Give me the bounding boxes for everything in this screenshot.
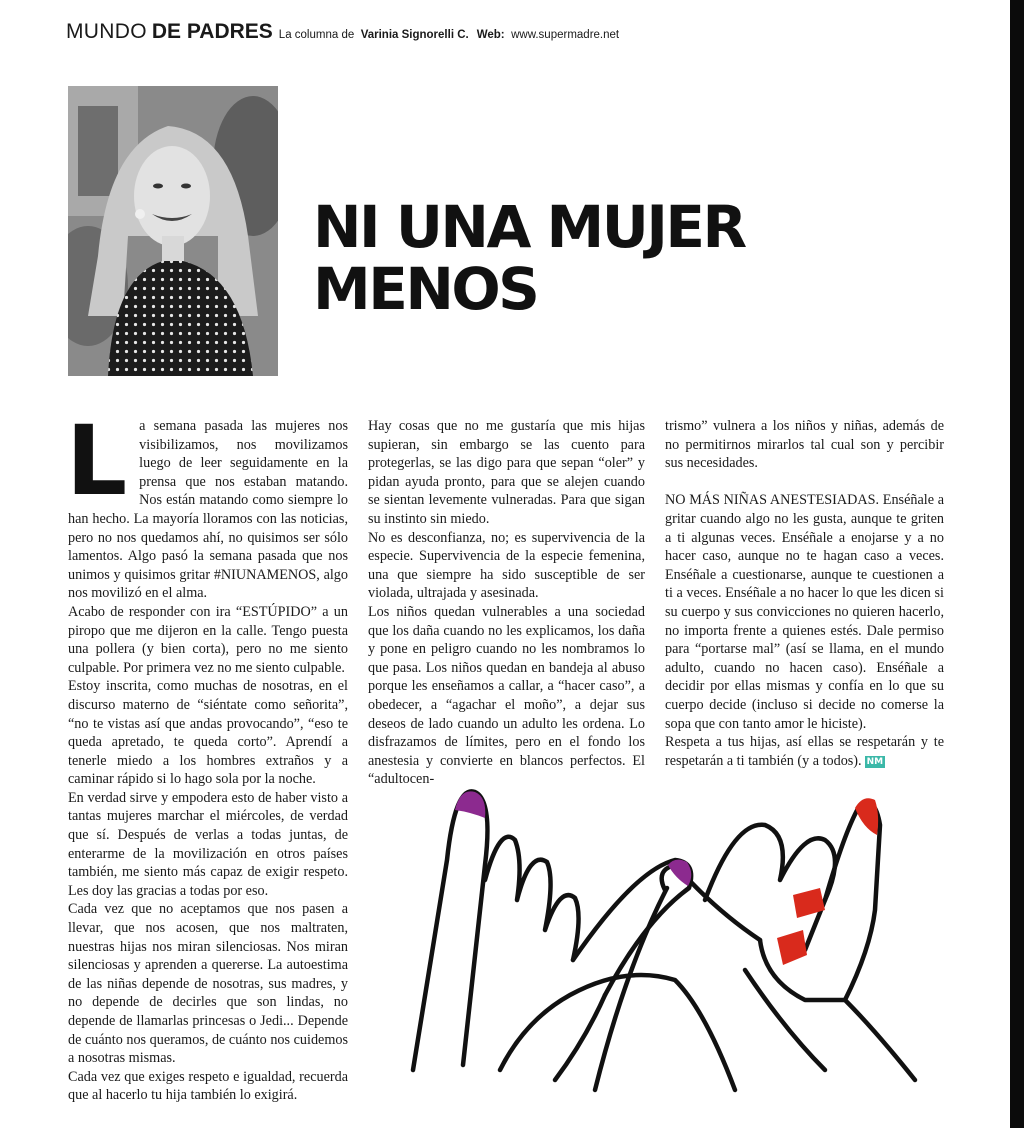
- paragraph: trismo” vulnera a los niños y niñas, además de no permitirnos mirarlos tal cual son y percibir sus necesidades.: [665, 418, 944, 472]
- web-url: www.supermadre.net: [511, 29, 620, 41]
- paragraph: Cada vez que exiges respeto e igualdad, recuerda que al hacerlo tu hija también lo exigirá.: [68, 1068, 348, 1104]
- paragraph: a semana pasada las mujeres nos visibilizamos, nos movilizamos luego de leer seguidamente en la prensa que nos estaban matando. Nos están matando como siempre lo han hecho. La mayoría lloramos con las noticias, pero no nos quedamos ahí, no quisimos ser sólo lamentos. Algo pasó la semana pasada que nos unimos y quisimos gritar #NIUNAMENOS, algo nos movilizó en el alma.: [68, 418, 348, 602]
- section-title-part1: MUNDO: [66, 20, 147, 43]
- paragraph: Estoy inscrita, como muchas de nosotras, en el discurso materno de “siéntate como señorita”, “no te vistas así que andas provocando”, “eso te queda apretado, te queda corto”. Aprendí a tenerle miedo a los hombres extraños y a caminar rápido si lo hago sola por la noche.: [68, 678, 348, 788]
- hand-contour: [500, 975, 735, 1090]
- article-column-2: [368, 417, 645, 789]
- paragraph: En verdad sirve y empodera esto de haber visto a tantas mujeres marchar el miércoles, de verdad que sí. Después de verlas a todas juntas, de enterarme de la movilización en otros países también, me siento más capaz de exigir respeto. Les doy las gracias a todas por eso.: [68, 789, 348, 899]
- purple-nail-icon: [668, 860, 691, 886]
- web-label: Web:: [476, 29, 505, 41]
- left-wrist: [555, 995, 605, 1080]
- section-title-part2: DE PADRES: [151, 20, 273, 43]
- author-name: Varinia Signorelli C.: [360, 29, 469, 41]
- red-nail-icon: [855, 798, 878, 835]
- page-edge-strip: [1010, 0, 1024, 1128]
- paragraph: NO MÁS NIÑAS ANESTESIADAS. Enséñale a gritar cuando algo no les gusta, aunque te griten a ti algunas veces. Enséñale a enojarse y a no hacer caso, aunque no te hagan caso a veces. Enséñale a cuestionarse, aunque te cuestionen a ti a veces. Enséñale a no hacer lo que les dicen si su cuerpo y sus convicciones no quieren hacerlo, no importa frente a quienes estés. Dale permiso para “portarse mal” (así se llama, en el mundo adulto, cuando no hacen caso). Enséñale a decidir por ellas mismas y confía en lo que su cuerpo decide (incluso si decide no comerse la sopa que con tanto amor le hiciste).: [665, 492, 944, 732]
- right-thumb: [825, 803, 880, 1001]
- column-label: La columna de: [278, 29, 355, 41]
- headline-line-2: MENOS: [313, 255, 538, 323]
- author-photo: [68, 86, 278, 376]
- paragraph: Cada vez que no aceptamos que nos pasen a llevar, que nos acosen, que nos maltraten, nuestras hijas nos miran silenciosas. Nos miran silenciosas y aprenden a quererse. La autoestima de las niñas depende de nosotras, sus madres, y no depende de decirles que son lindas, no depende de llamarlas princesas o Jedi... Depende de cuánto nos queramos, de cuánto nos cuidemos a nosotras mismas.: [68, 901, 348, 1067]
- left-knuckles: [485, 837, 579, 960]
- page-header: [66, 20, 619, 44]
- paragraph: Los niños quedan vulnerables a una sociedad que los daña cuando no les explicamos, los daña y pone en peligro cuando no les nombramos lo que pasa. Los niños quedan en bandeja al abuso porque les enseñamos a callar, a “hacer caso”, a obedecer, a “agachar el moño”, a dejar sus deseos de lado cuando un adulto les ordena. Lo disfrazamos de límites, pero en el fondo los anestesia y convierte en blancos perfectos. El “adultocen-: [368, 603, 645, 788]
- pinky-promise-illustration: [405, 770, 965, 1100]
- closing-paragraph: [665, 733, 944, 770]
- left-hand-outline: [413, 791, 487, 1070]
- paragraph: Hay cosas que no me gustaría que mis hijas supieran, sin embargo se las cuento para protegerlas, se las digo para que sepan “oler” y pidan ayuda pronto, para que se alejen cuando se sientan levemente vulneradas. Para que sigan su instinto sin miedo.: [368, 418, 645, 527]
- right-fingers: [705, 825, 835, 950]
- paragraph: Acabo de responder con ira “ESTÚPIDO” a un piropo que me dijeron en la calle. Tengo puesta una pollera (y bien corta), pero no me siento culpable. Por primera vez no me siento culpable.: [68, 603, 348, 676]
- drop-cap: L: [66, 405, 128, 517]
- article-column-1: [66, 405, 348, 1105]
- end-mark-icon: NM: [866, 756, 884, 767]
- paragraph: No es desconfianza, no; es supervivencia de la especie. Supervivencia de la especie femenina, una que siempre ha sido susceptible de ser violada, ultrajada y asesinada.: [368, 529, 645, 602]
- paragraph-gap: [665, 473, 944, 492]
- article-headline: [313, 193, 745, 323]
- article-column-3: [665, 417, 944, 770]
- headline-line-1: NI UNA MUJER: [313, 193, 745, 261]
- closing-text: Respeta a tus hijas, así ellas se respetarán y te respetarán a ti también (y a todos).: [665, 734, 944, 769]
- red-nail-icon: [777, 930, 807, 965]
